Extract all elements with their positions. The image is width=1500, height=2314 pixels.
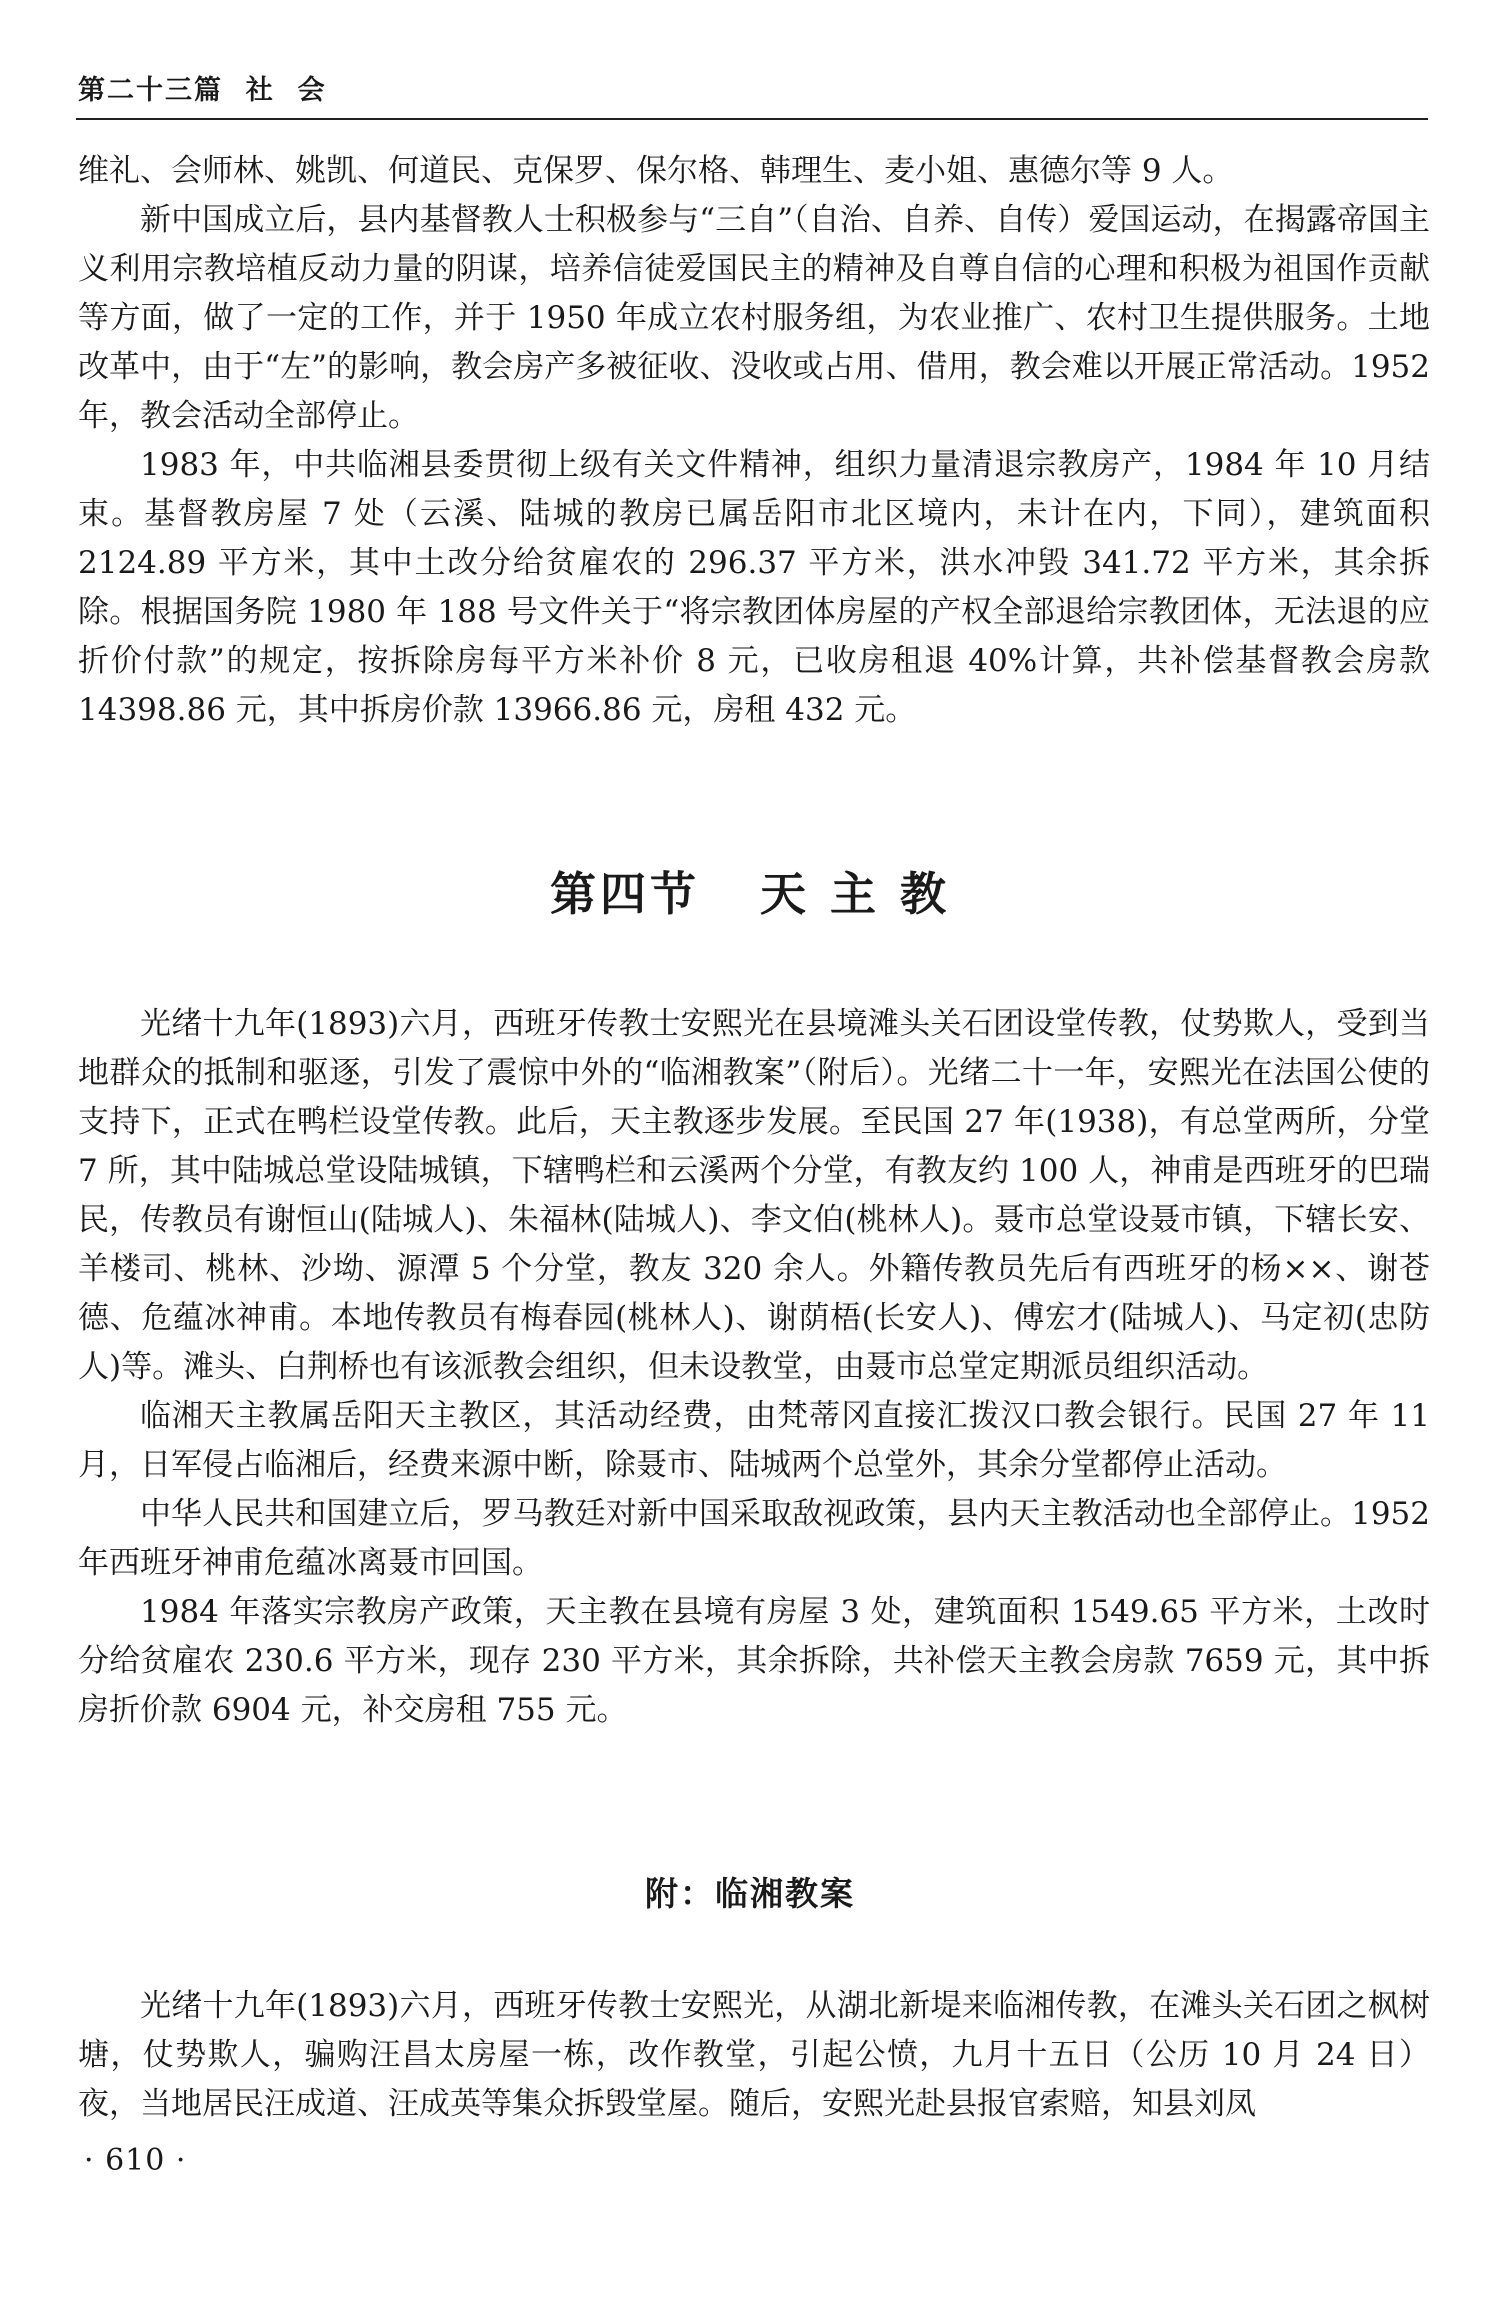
paragraph: 光绪十九年(1893)六月，西班牙传教士安熙光在县境滩头关石团设堂传教，仗势欺人，受到当地群众的抵制和驱逐，引发了震惊中外的“临湘教案”（附后）。光绪二十一年，安熙光在法国公使的支持下，正式在鸭栏设堂传教。此后，天主教逐步发展。至民国 27 年(1938)，有总堂两所，分堂 7 所，其中陆城总堂设陆城镇，下辖鸭栏和云溪两个分堂，有教友约 100 人，神甫是西班牙的巴瑞民，传教员有谢恒山(陆城人)、朱福林(陆城人)、李文伯(桃林人)。聂市总堂设聂市镇，下辖长安、羊楼司、桃林、沙坳、源潭 5 个分堂，教友 320 余人。外籍传教员先后有西班牙的杨××、谢苍德、危蕴冰神甫。本地传教员有梅春园(桃林人)、谢荫梧(长安人)、傅宏才(陆城人)、马定初(忠防人)等。滩头、白荆桥也有该派教会组织，但未设教堂，由聂市总堂定期派员组织活动。 — [78, 1006, 1430, 1385]
paragraph: 中华人民共和国建立后，罗马教廷对新中国采取敌视政策，县内天主教活动也全部停止。1952 年西班牙神甫危蕴冰离聂市回国。 — [78, 1496, 1430, 1581]
paragraph: 新中国成立后，县内基督教人士积极参与“三自”（自治、自养、自传）爱国运动，在揭露帝国主义利用宗教培植反动力量的阴谋，培养信徒爱国民主的精神及自尊自信的心理和积极为祖国作贡献等方面，做了一定的工作，并于 1950 年成立农村服务组，为农业推广、农村卫生提供服务。土地改革中，由于“左”的影响，教会房产多被征收、没收或占用、借用，教会难以开展正常活动。1952 年，教会活动全部停止。 — [78, 202, 1430, 434]
page-number: · 610 · — [84, 2143, 187, 2178]
header-rule — [76, 118, 1428, 120]
appendix-title: 附：临湘教案 — [645, 1874, 855, 1913]
section-title: 第四节 天 主 教 — [549, 867, 951, 921]
catholic-section-text — [78, 1000, 1430, 1735]
paragraph: 光绪十九年(1893)六月，西班牙传教士安熙光，从湖北新堤来临湘传教，在滩头关石团之枫树塘，仗势欺人，骗购汪昌太房屋一栋，改作教堂，引起公愤，九月十五日（公历 10 月 24 日）夜，当地居民汪成道、汪成英等集众拆毁堂屋。随后，安熙光赴县报官索赔，知县刘凤 — [78, 1988, 1430, 2122]
paragraph: 临湘天主教属岳阳天主教区，其活动经费，由梵蒂冈直接汇拨汉口教会银行。民国 27 年 11 月，日军侵占临湘后，经费来源中断，除聂市、陆城两个总堂外，其余分堂都停止活动。 — [78, 1398, 1430, 1483]
running-header: 第二十三篇 社 会 — [78, 75, 327, 106]
appendix-text — [78, 1982, 1430, 2129]
paragraph: 1984 年落实宗教房产政策，天主教在县境有房屋 3 处，建筑面积 1549.65 平方米，土改时分给贫雇农 230.6 平方米，现存 230 平方米，其余拆除，共补偿天主教会房款 7659 元，其中拆房折价款 6904 元，补交房租 755 元。 — [78, 1594, 1430, 1728]
protestant-section-text — [78, 147, 1430, 735]
paragraph: 1983 年，中共临湘县委贯彻上级有关文件精神，组织力量清退宗教房产，1984 年 10 月结束。基督教房屋 7 处（云溪、陆城的教房已属岳阳市北区境内，未计在内，下同），建筑面积 2124.89 平方米，其中土改分给贫雇农的 296.37 平方米，洪水冲毁 341.72 平方米，其余拆除。根据国务院 1980 年 188 号文件关于“将宗教团体房屋的产权全部退给宗教团体，无法退的应折价付款”的规定，按拆除房每平方米补价 8 元，已收房租退 40%计算，共补偿基督教会房款 14398.86 元，其中拆房价款 13966.86 元，房租 432 元。 — [78, 447, 1430, 728]
paragraph: 维礼、会师林、姚凯、何道民、克保罗、保尔格、韩理生、麦小姐、惠德尔等 9 人。 — [78, 153, 1234, 189]
